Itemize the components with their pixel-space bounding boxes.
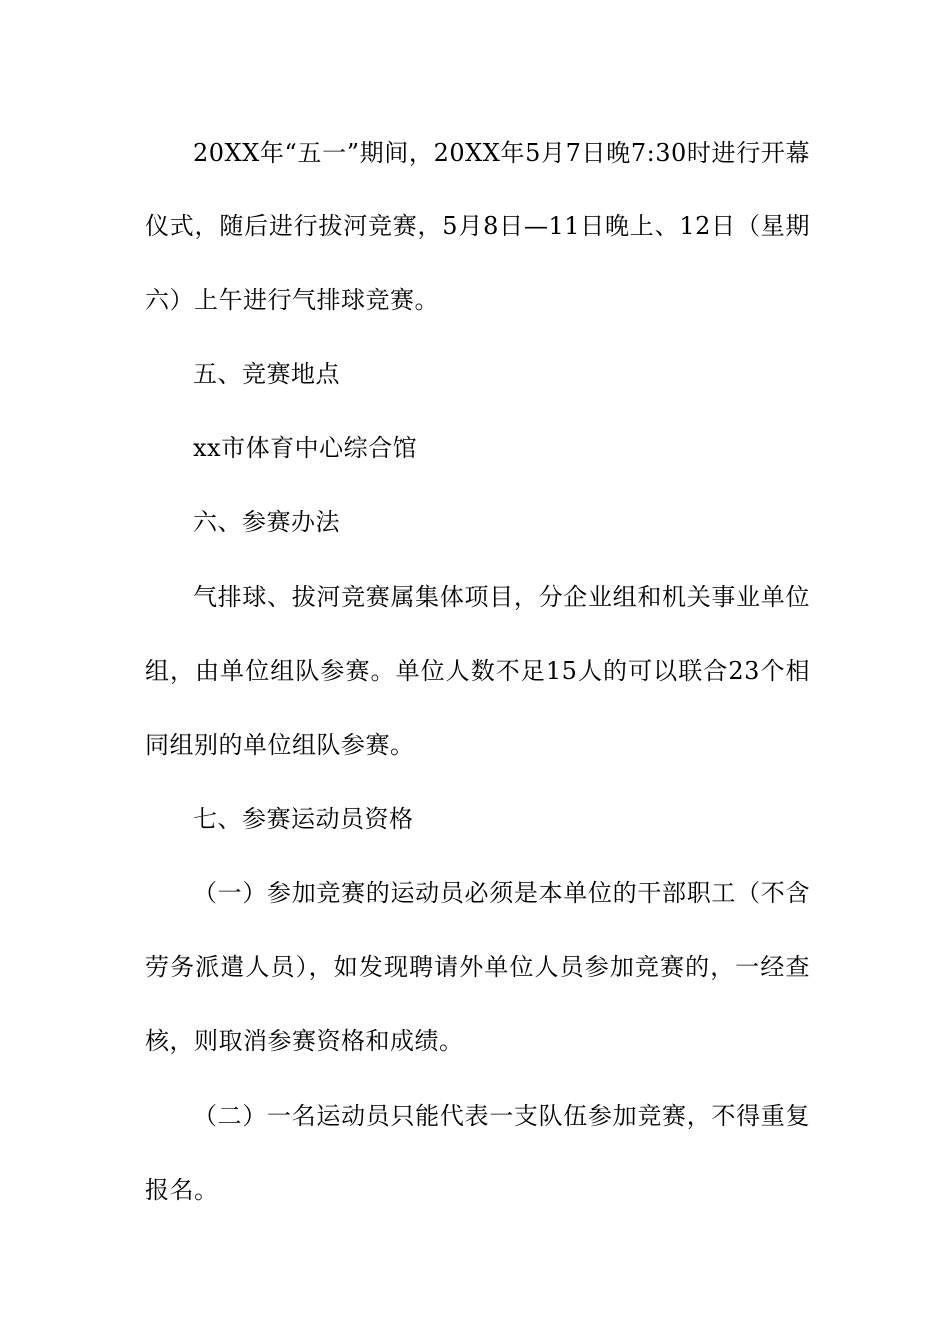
section-heading: 七、参赛运动员资格: [193, 805, 414, 833]
paragraph-line: （二）一名运动员只能代表一支队伍参加竞赛，不得重复: [193, 1102, 810, 1130]
section-heading: 五、竞赛地点: [193, 360, 340, 388]
paragraph-line: 核，则取消参赛资格和成绩。: [145, 1027, 464, 1055]
paragraph-line: 仪式，随后进行拔河竞赛，5月8日—11日晚上、12日（星期: [145, 212, 810, 240]
paragraph-line: 组，由单位组队参赛。单位人数不足15人的可以联合23个相: [145, 657, 810, 685]
paragraph-line: 同组别的单位组队参赛。: [145, 731, 415, 759]
paragraph-line: 六）上午进行气排球竞赛。: [145, 286, 439, 314]
paragraph-line: 劳务派遣人员），如发现聘请外单位人员参加竞赛的，一经查: [145, 953, 810, 981]
section-heading: 六、参赛办法: [193, 508, 340, 536]
paragraph-line: 报名。: [145, 1176, 219, 1204]
paragraph-line: 气排球、拔河竞赛属集体项目，分企业组和机关事业单位: [193, 583, 810, 611]
paragraph-line: 20XX年“五一”期间，20XX年5月7日晚7:30时进行开幕: [193, 139, 810, 167]
paragraph-line: xx市体育中心综合馆: [193, 434, 418, 462]
paragraph-line: （一）参加竞赛的运动员必须是本单位的干部职工（不含: [193, 879, 810, 907]
